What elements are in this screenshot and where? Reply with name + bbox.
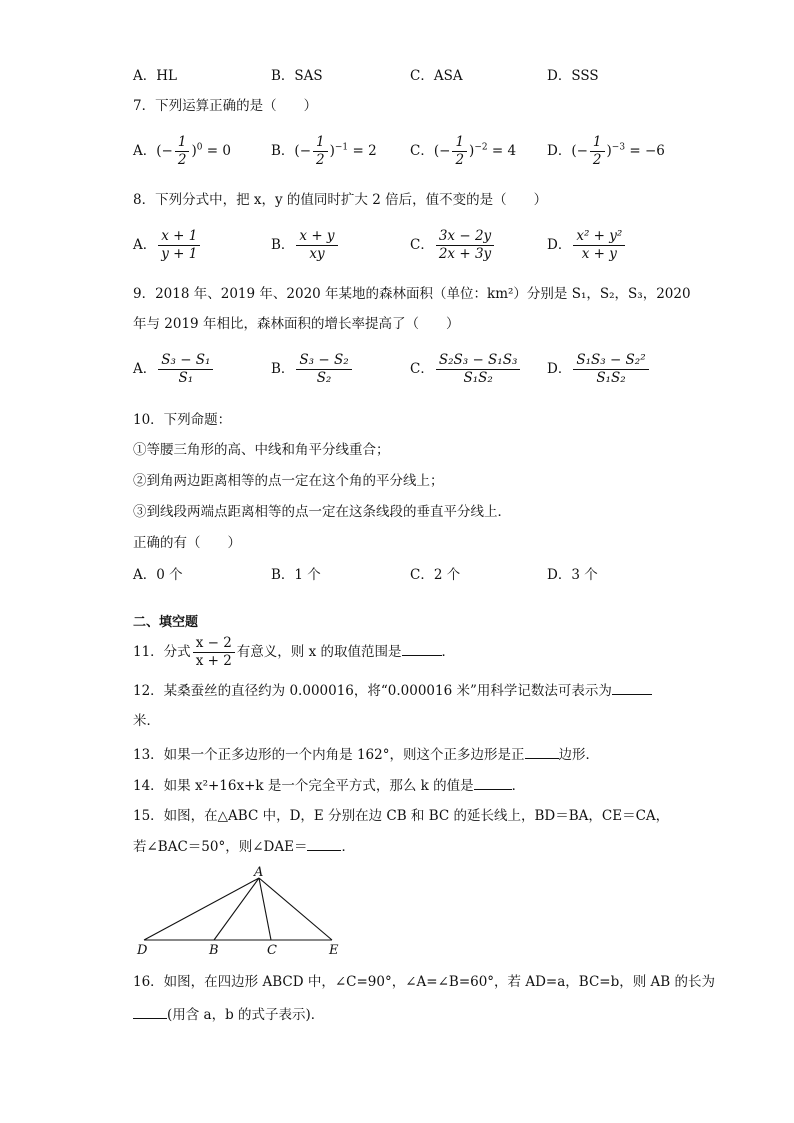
q10-option-a: A．0 个: [133, 567, 183, 583]
q8-option-a: A． $\frac{x + 1}{y + 1}$: [133, 228, 202, 263]
q9-options: [0, 350, 794, 394]
q11-fraction: $\frac{x - 2}{x + 2}$: [193, 635, 235, 670]
q10-stem: 10．下列命题：: [133, 412, 232, 428]
q12-answer-blank[interactable]: [612, 680, 652, 695]
section-title-fill-in: 二、填空题: [133, 615, 199, 630]
q7-fraction: $\frac{1}{2}$: [590, 134, 605, 169]
point-c-label: C: [267, 943, 277, 958]
q6-option-c: C．ASA: [410, 68, 463, 84]
q7-options: [0, 132, 794, 176]
q6-option-a: A．HL: [133, 68, 177, 84]
q8-options: [0, 226, 794, 270]
q10-options: [0, 553, 794, 597]
q7-option-c: C．(− $\frac{1}{2}$ )$^{-2}$ = 4: [410, 134, 517, 168]
q7-stem: 7．下列运算正确的是（ ）: [133, 98, 318, 114]
q10-proposition-1: ①等腰三角形的高、中线和角平分线重合；: [133, 442, 390, 458]
q9-option-d: D． $\frac{\text{S₁S₃ − S₂²}}{\text{S₁S₂}}$: [547, 352, 651, 387]
line-ae: [259, 878, 332, 940]
q8-option-c: C． $\frac{3x - 2y}{2x + 3y}$: [410, 228, 496, 263]
q11: 11．分式 $\frac{x - 2}{x + 2}$ 有意义，则 x 的取值范围是 ．: [133, 635, 455, 669]
q8-stem: 8．下列分式中，把 x，y 的值同时扩大 2 倍后，值不变的是（ ）: [133, 192, 548, 208]
q13-answer-blank[interactable]: [525, 744, 559, 759]
q10-option-b: B．1 个: [271, 567, 321, 583]
q6-option-d: D．SSS: [547, 68, 599, 84]
q10-option-d: D．3 个: [547, 567, 598, 583]
q10-proposition-2: ②到角两边距离相等的点一定在这个角的平分线上；: [133, 473, 444, 489]
line-ad: [144, 878, 259, 940]
q16-line2: (用含 a，b 的式子表示)．: [133, 1004, 324, 1025]
q10-ask: 正确的有（ ）: [133, 535, 241, 551]
q15-triangle-figure: [130, 866, 350, 958]
q15-line2: 若∠BAC＝50°，则∠DAE＝ ．: [133, 836, 355, 857]
q8-option-d: D． $\frac{\text{x² + y²}}{x + y}$: [547, 228, 627, 263]
q7-fraction: $\frac{1}{2}$: [175, 134, 190, 169]
point-a-label: A: [254, 866, 264, 880]
figure-lines: [144, 878, 332, 940]
point-e-label: E: [329, 943, 339, 958]
point-b-label: B: [209, 943, 219, 958]
q12: 12．某桑蚕丝的直径约为 0.000016，将“0.000016 米”用科学记数法可表示为: [133, 680, 652, 701]
q9-stem-line1: 9．2018 年、2019 年、2020 年某地的森林面积（单位：km²）分别是 S₁，S₂，S₃，2020: [133, 286, 691, 302]
q7-fraction: $\frac{1}{2}$: [313, 134, 328, 169]
q7-option-a: A．(− $\frac{1}{2}$ )$^0$ = 0: [133, 134, 231, 168]
q15-answer-blank[interactable]: [307, 836, 341, 851]
q10-proposition-3: ③到线段两端点距离相等的点一定在这条线段的垂直平分线上．: [133, 504, 511, 520]
q9-stem-line2: 年与 2019 年相比，森林面积的增长率提高了（ ）: [133, 316, 460, 332]
q15-line1: 15．如图，在△ABC 中，D，E 分别在边 CB 和 BC 的延长线上，BD＝BA，CE＝CA，: [133, 808, 670, 824]
q6-option-b: B．SAS: [271, 68, 323, 84]
q13: 13．如果一个正多边形的一个内角是 162°，则这个正多边形是正 边形．: [133, 744, 599, 765]
q7-option-b: B．(− $\frac{1}{2}$ )$^{-1}$ = 2: [271, 134, 377, 168]
q16-line1: 16．如图，在四边形 ABCD 中，∠C=90°，∠A=∠B=60°，若 AD=a，BC=b，则 AB 的长为: [133, 974, 715, 990]
q16-answer-blank[interactable]: [133, 1004, 167, 1019]
q10-option-c: C．2 个: [410, 567, 461, 583]
q6-options: [0, 54, 794, 98]
q9-option-b: B． $\frac{\text{S₃ − S₂}}{\text{S₂}}$: [271, 352, 354, 387]
line-ab: [214, 878, 259, 940]
q7-fraction: $\frac{1}{2}$: [452, 134, 467, 169]
q14-answer-blank[interactable]: [474, 775, 512, 790]
q8-option-b: B． $\frac{x + y}{xy}$: [271, 228, 340, 263]
q9-option-a: A． $\frac{\text{S₃ − S₁}}{\text{S₁}}$: [133, 352, 215, 387]
q9-option-c: C． $\frac{\text{S₂S₃ − S₁S₃}}{\text{S₁S₂}}$: [410, 352, 522, 387]
q11-answer-blank[interactable]: [402, 641, 442, 656]
q7-option-d: D．(− $\frac{1}{2}$ )$^{-3}$ = −6: [547, 134, 665, 168]
point-d-label: D: [137, 943, 148, 958]
q14: 14．如果 x²+16x+k 是一个完全平方式，那么 k 的值是 ．: [133, 775, 525, 796]
q12-cont: 米．: [133, 713, 160, 729]
